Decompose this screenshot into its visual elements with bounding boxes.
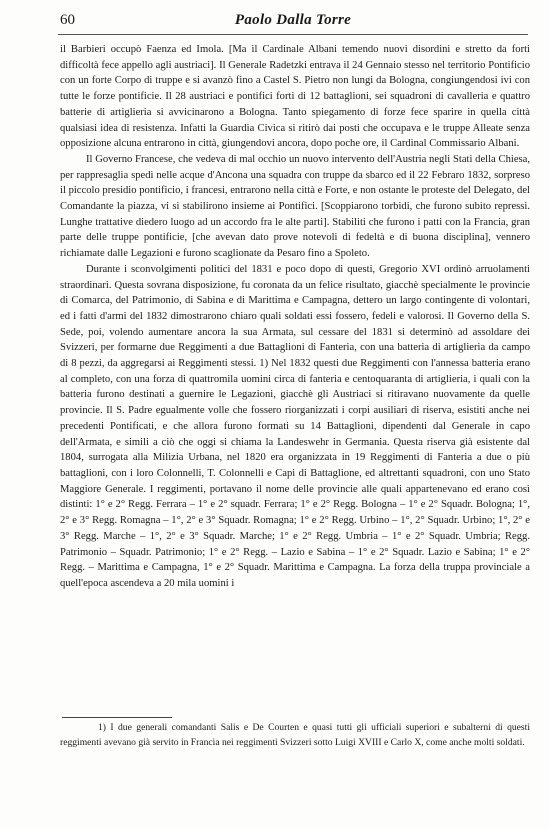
header-rule <box>58 34 528 35</box>
footnote-text: 1) I due generali comandanti Salis e De Courten e quasi tutti gli ufficiali superiori e subalterni di questi reggimenti avevano già servito in Francia nei reggimenti Svizzeri sotto Luigi XVIII e Carlo X, come anche molti soldati. <box>60 722 530 748</box>
page-header <box>58 12 528 32</box>
footnote <box>60 720 530 750</box>
running-title: Paolo Dalla Torre <box>234 12 352 28</box>
paragraph-2: Il Governo Francese, che vedeva di mal occhio un nuovo intervento dell'Austria negli Stati della Chiesa, per rappresaglia spedì nelle acque d'Ancona una squadra con truppe da sbarco ed il 22 Febraro 1832, sorpreso il piccolo presidio pontificio, i francesi, entrarono nella città e Forte, e non ostante le proteste del Delegato, del Comandante la piazza, vi si stabilirono insieme ai Pontifici. [Scoppiarono torbidi, che furono subito repressi. Lunghe trattative diedero luogo ad un accordo fra le alte parti]. Stabiliti che furono i patti con la Francia, gran parte delle truppe pontificie, [che avevan dato prove notevoli di fedeltà e di buona disciplina], vennero richiamate dalle Legazioni e furono scaglionate da Pesaro fino a Spoleto. <box>60 153 530 260</box>
paragraph-1: il Barbieri occupò Faenza ed Imola. [Ma il Cardinale Albani temendo nuovi disordini e stretto da forti difficoltà fece appello agli austriaci]. Il Generale Radetzki entrava il 24 Gennaio stesso nel territorio Pontificio con un forte Corpo di truppe e si avanzò fino a Castel S. Pietro non lungi da Bologna, congiungendosi ivi con tutte le forze pontificie. Il 28 austriaci e pontifici forti di 12 battaglioni, sei squadroni di cavalleria e quattro batterie di artiglieria si avvicinarono a Bologna. Tanto spiegamento di forze fece sparire in quella città qualsiasi idea di resistenza. Infatti la Guardia Civica si ritirò dai posti che occupava e le truppe Alleate senza opposizione alcuna entrarono in città, giungendovi ancora, dopo poche ore, il Cardinal Commissario Albani. <box>60 44 530 150</box>
paragraph-3: Durante i sconvolgimenti politici del 1831 e poco dopo di questi, Gregorio XVI ordinò arruolamenti straordinari. Questa sovrana disposizione, fu coronata da un felice risultato, giacchè specialmente le provincie di Comarca, del Patrimonio, di Sabina e di Marittima e Campagna, dettero un largo contingente di volontari, ed i fatti d'armi del 1832 dimostrarono chiaro quali soldati essi fossero, fedeli e valorosi. Il Governo della S. Sede, poi, volendo aumentare ancora la sua Armata, sul cessare del 1831 si determinò ad assoldare dei Svizzeri, per formarne due Reggimenti a due Battaglioni di Fanteria, con una batteria di artiglieria da campo di 8 pezzi, da aggregarsi ai Reggimenti stessi. 1) Nel 1832 questi due Reggimenti con l'annessa batteria erano al completo, con una forza di quattromila uomini circa di fanteria e centoquaranta di artiglieria, i quali con la batteria furono destinati a guernire le Legazioni, giacchè gli Austriaci si ritiravano nuovamente da quelle provincie. Il S. Padre egualmente volle che fossero riorganizzati i corpi ausiliari di riserva, esistiti anche nei precedenti Pontificati, e che allora furono formati su 14 Battaglioni, dipendenti dal Generale in capo dell'Armata, e simili a ciò che oggi si chiama la Landeswehr in Germania. Questa riserva già esistente dal 1804, surrogata alla Milizia Urbana, nel 1820 era organizzata in 19 Reggimenti di Fanteria a due o più battaglioni, con i loro Colonnelli, T. Colonnelli e Capi di Battaglione, ed altrettanti squadroni, con uno Stato Maggiore Generale. I reggimenti, portavano il nome delle provincie alle quali appartenevano ed erano così distinti: 1° e 2° Regg. Ferrara – 1° e 2° squadr. Ferrara; 1° e 2° Regg. Bologna – 1° e 2° Squadr. Bologna; 1°, 2° e 3° Regg. Romagna – 1°, 2° e 3° Squadr. Romagna; 1° e 2° Regg. Urbino – 1°, 2° Squadr. Urbino; 1°, 2° e 3° Regg. Marche – 1°, 2° e 3° Squadr. Marche; 1° e 2° Regg. Umbria – 1° e 2° Squadr. Umbria; Regg. Patrimonio – Squadr. Patrimonio; 1° e 2° Regg. – Lazio e Sabina – 1° e 2° Squadr. Lazio e Sabina; 1° e 2° Regg. – Marittima e Campagna, 1° e 2° Squadr. Marittima e Campagna. La forza della truppa provinciale a quell'epoca ascendeva a 20 mila uomini i <box>60 263 530 589</box>
body-text <box>60 42 530 592</box>
footnote-rule <box>62 717 172 718</box>
page-number: 60 <box>60 12 75 28</box>
